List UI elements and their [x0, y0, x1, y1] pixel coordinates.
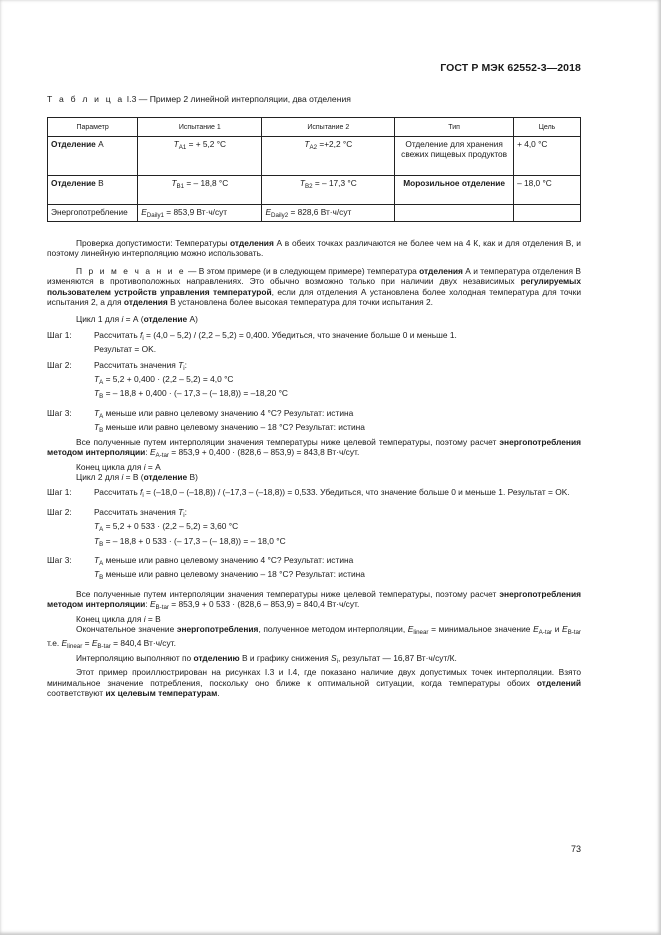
test1-cell: $T_{B1}$ = – 18,8 °С: [138, 176, 262, 205]
caption-number: I.3: [126, 94, 137, 104]
header-cell: Цель: [514, 118, 581, 137]
cycle2-end: Конец цикла для i = В: [76, 613, 161, 624]
cycle1-result: Все полученные путем интерполяции значения температуры ниже целевой температуры, поэтому расчет энергопотребления методом интерполяции: $E_{A-tar} = 853,9 + 0,400 \cdot (828,6 - 853,9) = 843,8$ Вт·ч/сут.: [47, 436, 581, 460]
header-cell: Испытание 1: [138, 118, 262, 137]
caption-prefix: Т а б л и ц а: [47, 94, 125, 104]
type-cell: Морозильное отделение: [395, 176, 514, 205]
cycle1-step3: Шаг 3: $T_A$ меньше или равно целевому значению 4 °С? Результат: истина $T_B$ меньше или равно целевому значению – 18 °С? Результат: истина: [47, 407, 365, 435]
table-header-row: [48, 118, 581, 137]
illustration-paragraph: Этот пример проиллюстрирован на рисунках I.3 и I.4, где показано наличие двух допустимых точек интерполяции. Взято минимальное значение потребления, поскольку оно ближе к оптимальной ситуации, когда температуры обоих отделений соответствуют их целевым температурам.: [47, 667, 581, 698]
cycle1-step1: Шаг 1: Рассчитать $f_i = (4,0 - 5,2) / (2,2 - 5,2) = 0,400$. Убедиться, что значение больше 0 и меньше 1. Результат = OK.: [47, 329, 457, 355]
cycle1-heading: Цикл 1 для i = А (отделение А): [76, 314, 198, 325]
cycle2-heading: Цикл 2 для i = В (отделение В): [76, 471, 198, 482]
caption-text: — Пример 2 линейной интерполяции, два отделения: [136, 94, 351, 104]
header-cell: Тип: [395, 118, 514, 137]
table-row: [48, 137, 581, 176]
test2-cell: $T_{A2} =+2,2$ °С: [262, 137, 395, 176]
cycle2-step2: Шаг 2: Рассчитать значения $T_i$: $T_A = 5,2 + 0$ 533 · (2,2 – 5,2) = 3,60 °С $T_B$ = – 18,8 + 0 533 · (– 17,3 – (– 18,8)) = – 18,0 °С: [47, 506, 286, 548]
interpolation-paragraph: Интерполяцию выполняют по отделению В и графику снижения $S_i$, результат — 16,87 Вт·ч/сут/К.: [76, 652, 457, 665]
document-body: [47, 238, 581, 698]
admissibility-paragraph: Проверка допустимости: Температуры отделения А в обеих точках различаются не более чем на 4 К, как и для отделения В, и поэтому линейную интерполяцию можно использовать.: [47, 238, 581, 259]
test2-cell: $E_{Daily2} = 828,6$ Вт·ч/сут: [262, 205, 395, 222]
cycle2-result: Все полученные путем интерполяции значения температуры ниже целевой температуры, поэтому расчет энергопотребления методом интерполяции: $E_{B-tar} = 853,9 + 0$ 533 · (828,6 – 853,9) = 840,4 Вт·ч/сут.: [47, 588, 581, 612]
param-cell: Отделение A: [48, 137, 138, 176]
type-cell: [395, 205, 514, 222]
test1-cell: $E_{Daily1} = 853,9$ Вт·ч/сут: [138, 205, 262, 222]
param-cell: Отделение В: [48, 176, 138, 205]
target-cell: + 4,0 °С: [514, 137, 581, 176]
cycle2-step1: Шаг 1: Рассчитать $f_i = (-18,0 - (-18,8)) / (-17,3 - (-18,8)) = 0,533$. Убедиться, что значение больше 0 и меньше 1. Результат = OK.: [47, 487, 570, 500]
test1-cell: $T_{A1}$ = + 5,2 °С: [138, 137, 262, 176]
final-value-paragraph: Окончательное значение энергопотребления, полученное методом интерполяции, $E_{linear}$ = минимальное значение $E_{A-tar}$ и $E_{B-tar}$ т.е. $E_{linear} = E_{B-tar} = 840,4$ Вт·ч/сут.: [47, 623, 581, 651]
table-row: [48, 205, 581, 222]
standard-header: ГОСТ Р МЭК 62552-3—2018: [440, 62, 581, 74]
target-cell: [514, 205, 581, 222]
interpolation-table: [47, 117, 581, 222]
table-row: [48, 176, 581, 205]
cycle2-step3: Шаг 3: $T_A$ меньше или равно целевому значению 4 °С? Результат: истина $T_B$ меньше или равно целевому значению – 18 °С? Результат: истина: [47, 554, 365, 582]
param-cell: Энергопотребление: [48, 205, 138, 222]
header-cell: Параметр: [48, 118, 138, 137]
note-paragraph: П р и м е ч а н и е — В этом примере (и в следующем примере) температура отделения А и температура отделения В изменяются в противоположных направлениях. Это обычно возможно только при наличии двух независимых регулируемых пользователем устройств управления температурой, если для отделения А установлена более холодная температура для точки испытания 2, а для отделения В установлена более высокая температура для точки испытания 2.: [47, 265, 582, 308]
test2-cell: $T_{B2}$ = – 17,3 °С: [262, 176, 395, 205]
type-cell: Отделение для хранения свежих пищевых продуктов: [395, 137, 514, 176]
cycle1-end: Конец цикла для i = А: [76, 461, 161, 472]
header-cell: Испытание 2: [262, 118, 395, 137]
page-number: 73: [570, 844, 581, 854]
target-cell: – 18,0 °С: [514, 176, 581, 205]
cycle1-step2: Шаг 2: Рассчитать значения $T_i$: $T_A = 5,2 + 0,400 \cdot (2,2 - 5,2) = 4,0$ °С $T_B$ = – 18,8 + 0,400 · (– 17,3 – (– 18,8)) = –18,20 °С: [47, 359, 288, 401]
table-caption: [47, 94, 351, 104]
